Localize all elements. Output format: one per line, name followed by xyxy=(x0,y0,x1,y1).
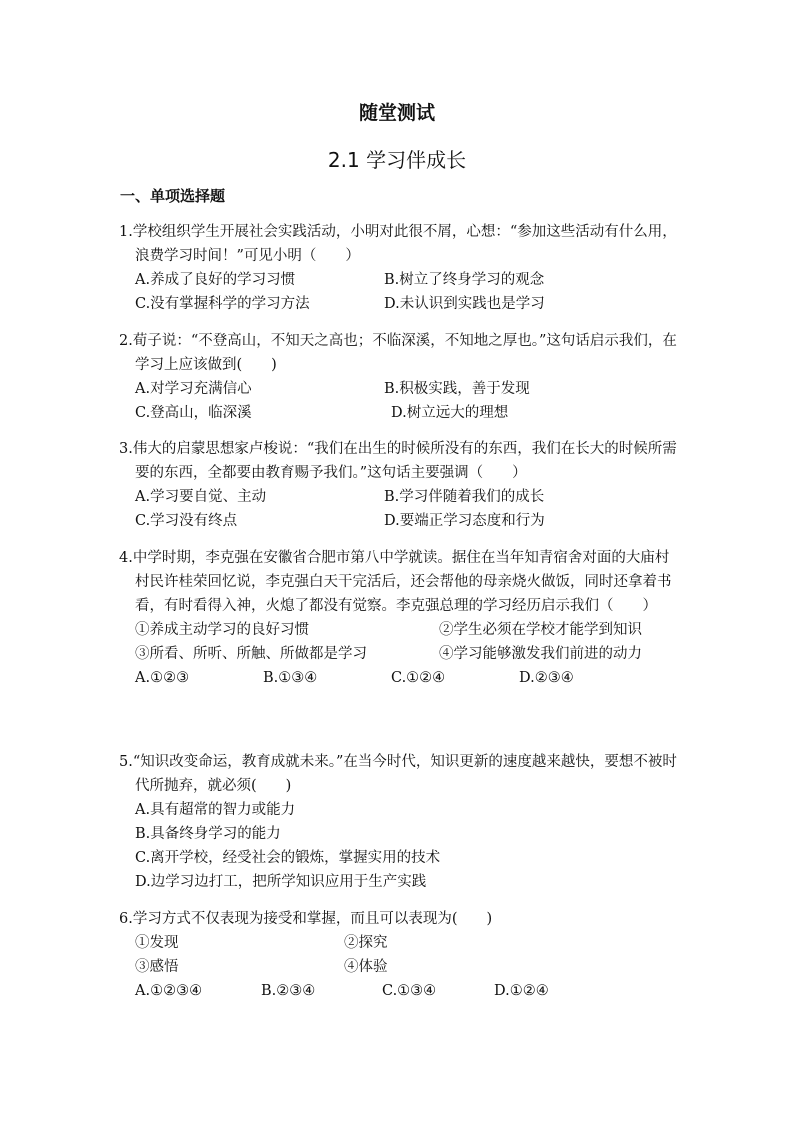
option-b: B.①③④ xyxy=(263,670,318,686)
question-6 xyxy=(119,907,679,1003)
question-stem: 1.学校组织学生开展社会实践活动，小明对此很不屑，心想：“参加这些活动有什么用，浪费学习时间！”可见小明（ ） xyxy=(119,224,677,264)
statement-2: ②学生必须在学校才能学到知识 xyxy=(439,622,642,638)
option-a: A.养成了良好的学习习惯 xyxy=(135,272,296,288)
option-c: C.离开学校，经受社会的锻炼，掌握实用的技术 xyxy=(135,850,441,866)
question-stem: 6.学习方式不仅表现为接受和掌握，而且可以表现为( ) xyxy=(119,911,493,927)
option-c: C.①②④ xyxy=(391,670,446,686)
question-stem: 4.中学时期，李克强在安徽省合肥市第八中学就读。据住在当年知青宿舍对面的大庙村村民许桂荣回忆说，李克强白天干完活后，还会帮他的母亲烧火做饭，同时还拿着书看，有时看得入神，火熄了都没有觉察。李克强总理的学习经历启示我们（ ） xyxy=(119,550,672,614)
option-d: D.要端正学习态度和行为 xyxy=(384,513,545,529)
option-c: C.学习没有终点 xyxy=(135,513,238,529)
option-a: A.①②③ xyxy=(135,670,190,686)
statement-4: ④学习能够激发我们前进的动力 xyxy=(439,646,642,662)
option-b: B.②③④ xyxy=(261,983,316,999)
option-a: A.学习要自觉、主动 xyxy=(135,489,267,505)
option-b: B.树立了终身学习的观念 xyxy=(384,272,545,288)
option-a: A.具有超常的智力或能力 xyxy=(135,802,296,818)
statement-1: ①养成主动学习的良好习惯 xyxy=(135,622,309,638)
question-3 xyxy=(119,437,679,533)
option-c: C.登高山，临深溪 xyxy=(135,405,252,421)
statement-2: ②探究 xyxy=(344,935,388,951)
option-d: D.②③④ xyxy=(519,670,574,686)
option-c: C.没有掌握科学的学习方法 xyxy=(135,296,310,312)
option-d: D.未认识到实践也是学习 xyxy=(384,296,545,312)
option-a: A.①②③④ xyxy=(135,983,203,999)
option-b: B.学习伴随着我们的成长 xyxy=(384,489,545,505)
question-4 xyxy=(119,546,679,690)
statement-3: ③感悟 xyxy=(135,959,179,975)
statement-1: ①发现 xyxy=(135,935,179,951)
question-stem: 3.伟大的启蒙思想家卢梭说：“我们在出生的时候所没有的东西，我们在长大的时候所需要的东西，全都要由教育赐予我们。”这句话主要强调（ ） xyxy=(119,441,677,481)
option-c: C.①③④ xyxy=(382,983,437,999)
statement-4: ④体验 xyxy=(344,959,388,975)
question-1 xyxy=(119,220,679,316)
option-d: D.边学习边打工，把所学知识应用于生产实践 xyxy=(135,874,427,890)
option-a: A.对学习充满信心 xyxy=(135,381,252,397)
question-stem: 2.荀子说：“不登高山，不知天之高也；不临深溪，不知地之厚也。”这句话启示我们，在学习上应该做到( ) xyxy=(119,333,677,373)
section-heading: 一、单项选择题 xyxy=(120,187,226,205)
question-2 xyxy=(119,329,679,425)
question-5 xyxy=(119,750,679,894)
option-d: D.①②④ xyxy=(494,983,549,999)
statement-3: ③所看、所听、所触、所做都是学习 xyxy=(135,646,367,662)
option-b: B.具备终身学习的能力 xyxy=(135,826,281,842)
document-subtitle: 2.1 学习伴成长 xyxy=(327,148,467,172)
option-b: B.积极实践，善于发现 xyxy=(384,381,530,397)
question-stem: 5.“知识改变命运，教育成就未来。”在当今时代，知识更新的速度越来越快，要想不被时代所抛弃，就必须( ) xyxy=(119,754,677,794)
document-title: 随堂测试 xyxy=(358,102,435,124)
option-d: D.树立远大的理想 xyxy=(391,405,509,421)
